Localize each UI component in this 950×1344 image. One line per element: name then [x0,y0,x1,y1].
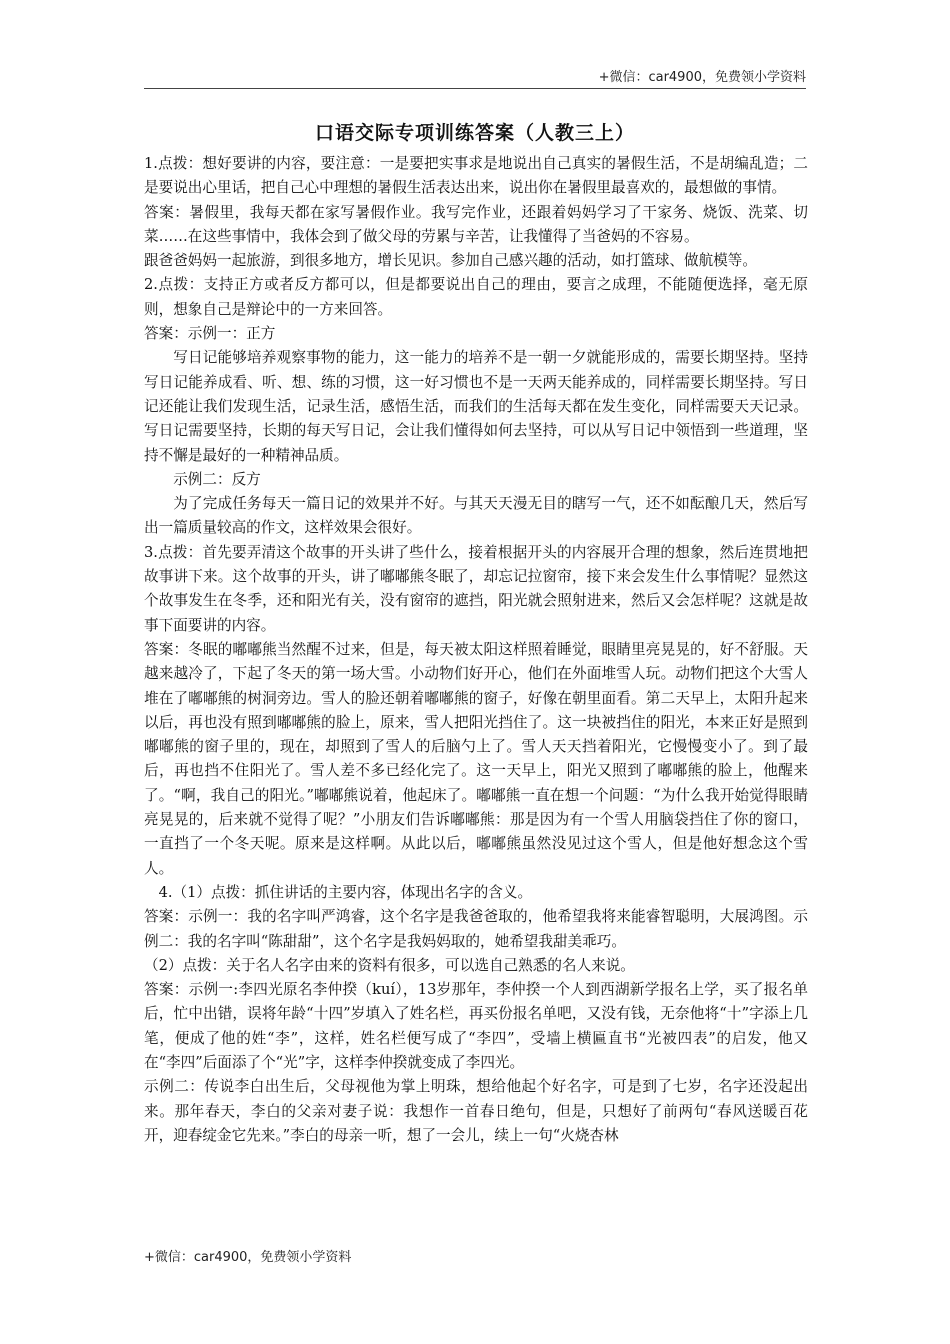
footer-note: +微信：car4900，免费领小学资料 [144,1250,352,1265]
paragraph-2-example-2: 为了完成任务每天一篇日记的效果并不好。与其天天漫无目的瞎写一气，还不如酝酿几天，然后写出一篇质量较高的作文，这样效果会很好。 [144,495,808,537]
paragraph-1-hint: 1.点拨：想好要讲的内容，要注意：一是要把实事求是地说出自己真实的暑假生活，不是胡编乱造；二是要说出心里话，把自己心中理想的暑假生活表达出来，说出你在暑假里最喜欢的，最想做的事情。 [144,155,808,197]
paragraph-2-example-2-label: 示例二：反方 [173,470,261,488]
paragraph-4-2-answer-2: 示例二：传说李白出生后，父母视他为掌上明珠，想给他起个好名字，可是到了七岁，名字还没起出来。那年春天，李白的父亲对妻子说：我想作一首春日绝句，但是，只想好了前两句“春风送暖百花开，迎春绽金它先来。”李白的母亲一听，想了一会儿，续上一句“火烧杏林 [144,1078,808,1144]
paragraph-4-2-hint: （2）点拨：关于名人名字由来的资料有很多，可以选自己熟悉的名人来说。 [144,956,635,974]
paragraph-2-answer-label: 答案：示例一：正方 [144,325,276,343]
document-body [144,152,808,1148]
paragraph-2-example-1: 写日记能够培养观察事物的能力，这一能力的培养不是一朝一夕就能形成的，需要长期坚持。坚持写日记能养成看、听、想、练的习惯，这一好习惯也不是一天两天能养成的，同样需要长期坚持。写日记还能让我们发现生活，记录生活，感悟生活，而我们的生活每天都在发生变化，同样需要天天记录。写日记需要坚持，长期的每天写日记，会让我们懂得如何去坚持，可以从写日记中领悟到一些道理，坚持不懈是最好的一种精神品质。 [144,349,808,464]
paragraph-3-hint: 3.点拨：首先要弄清这个故事的开头讲了些什么，接着根据开头的内容展开合理的想象，然后连贯地把故事讲下来。这个故事的开头，讲了嘟嘟熊冬眠了，却忘记拉窗帘，接下来会发生什么事情呢？显然这个故事发生在冬季，还和阳光有关，没有窗帘的遮挡，阳光就会照射进来，然后又会怎样呢？这就是故事下面要讲的内容。 [144,543,808,634]
paragraph-1-answer: 答案：暑假里，我每天都在家写暑假作业。我写完作业，还跟着妈妈学习了干家务、烧饭、洗菜、切菜……在这些事情中，我体会到了做父母的劳累与辛苦，让我懂得了当爸妈的不容易。 [144,203,808,245]
paragraph-4-1-hint: 4.（1）点拨：抓住讲话的主要内容，体现出名字的含义。 [158,883,533,901]
header-divider [144,88,806,89]
paragraph-4-2-answer-1: 答案：示例一:李四光原名李仲揆（kuí），13岁那年，李仲揆一个人到西湖新学报名上学，买了报名单后，忙中出错，误将年龄“十四”岁填入了姓名栏，再买份报名单吧，又没有钱，无奈他将“十”字添上几笔，便成了他的姓“李”，这样，姓名栏便写成了“李四”，受墙上横匾直书“光被四表”的启发，他又在“李四”后面添了个“光”字，这样李仲揆就变成了李四光。 [144,981,808,1071]
paragraph-2-hint: 2.点拨：支持正方或者反方都可以，但是都要说出自己的理由，要言之成理，不能随便选择，毫无原则，想象自己是辩论中的一方来回答。 [144,276,808,318]
paragraph-3-answer: 答案：冬眠的嘟嘟熊当然醒不过来，但是，每天被太阳这样照着睡觉，眼睛里亮晃晃的，好不舒服。天越来越冷了，下起了冬天的第一场大雪。小动物们好开心，他们在外面堆雪人玩。动物们把这个大雪人堆在了嘟嘟熊的树洞旁边。雪人的脸还朝着嘟嘟熊的窗子，好像在朝里面看。第二天早上，太阳升起来以后，再也没有照到嘟嘟熊的脸上，原来，雪人把阳光挡住了。这一块被挡住的阳光，本来正好是照到嘟嘟熊的窗子里的，现在，却照到了雪人的后脑勺上了。雪人天天挡着阳光，它慢慢变小了。到了最后，再也挡不住阳光了。雪人差不多已经化完了。这一天早上，阳光又照到了嘟嘟熊的脸上，他醒来了。“啊，我自己的阳光。”嘟嘟熊说着，他起床了。嘟嘟熊一直在想一个问题：“为什么我开始觉得眼睛亮晃晃的，后来就不觉得了呢？”小朋友们告诉嘟嘟熊：那是因为有一个雪人用脑袋挡住了你的窗口，一直挡了一个冬天呢。原来是这样啊。从此以后，嘟嘟熊虽然没见过这个雪人，但是他好想念这个雪人。 [144,640,808,877]
paragraph-4-1-answer: 答案：示例一：我的名字叫严鸿睿，这个名字是我爸爸取的，他希望我将来能睿智聪明，大展鸿图。示例二：我的名字叫“陈甜甜”，这个名字是我妈妈取的，她希望我甜美乖巧。 [144,908,808,950]
header-note: +微信：car4900，免费领小学资料 [598,70,806,85]
paragraph-1-answer-cont: 跟爸爸妈妈一起旅游，到很多地方，增长见识。参加自己感兴趣的活动，如打篮球、做航模等。 [144,252,757,270]
page-title: 口语交际专项训练答案（人教三上） [314,122,635,144]
